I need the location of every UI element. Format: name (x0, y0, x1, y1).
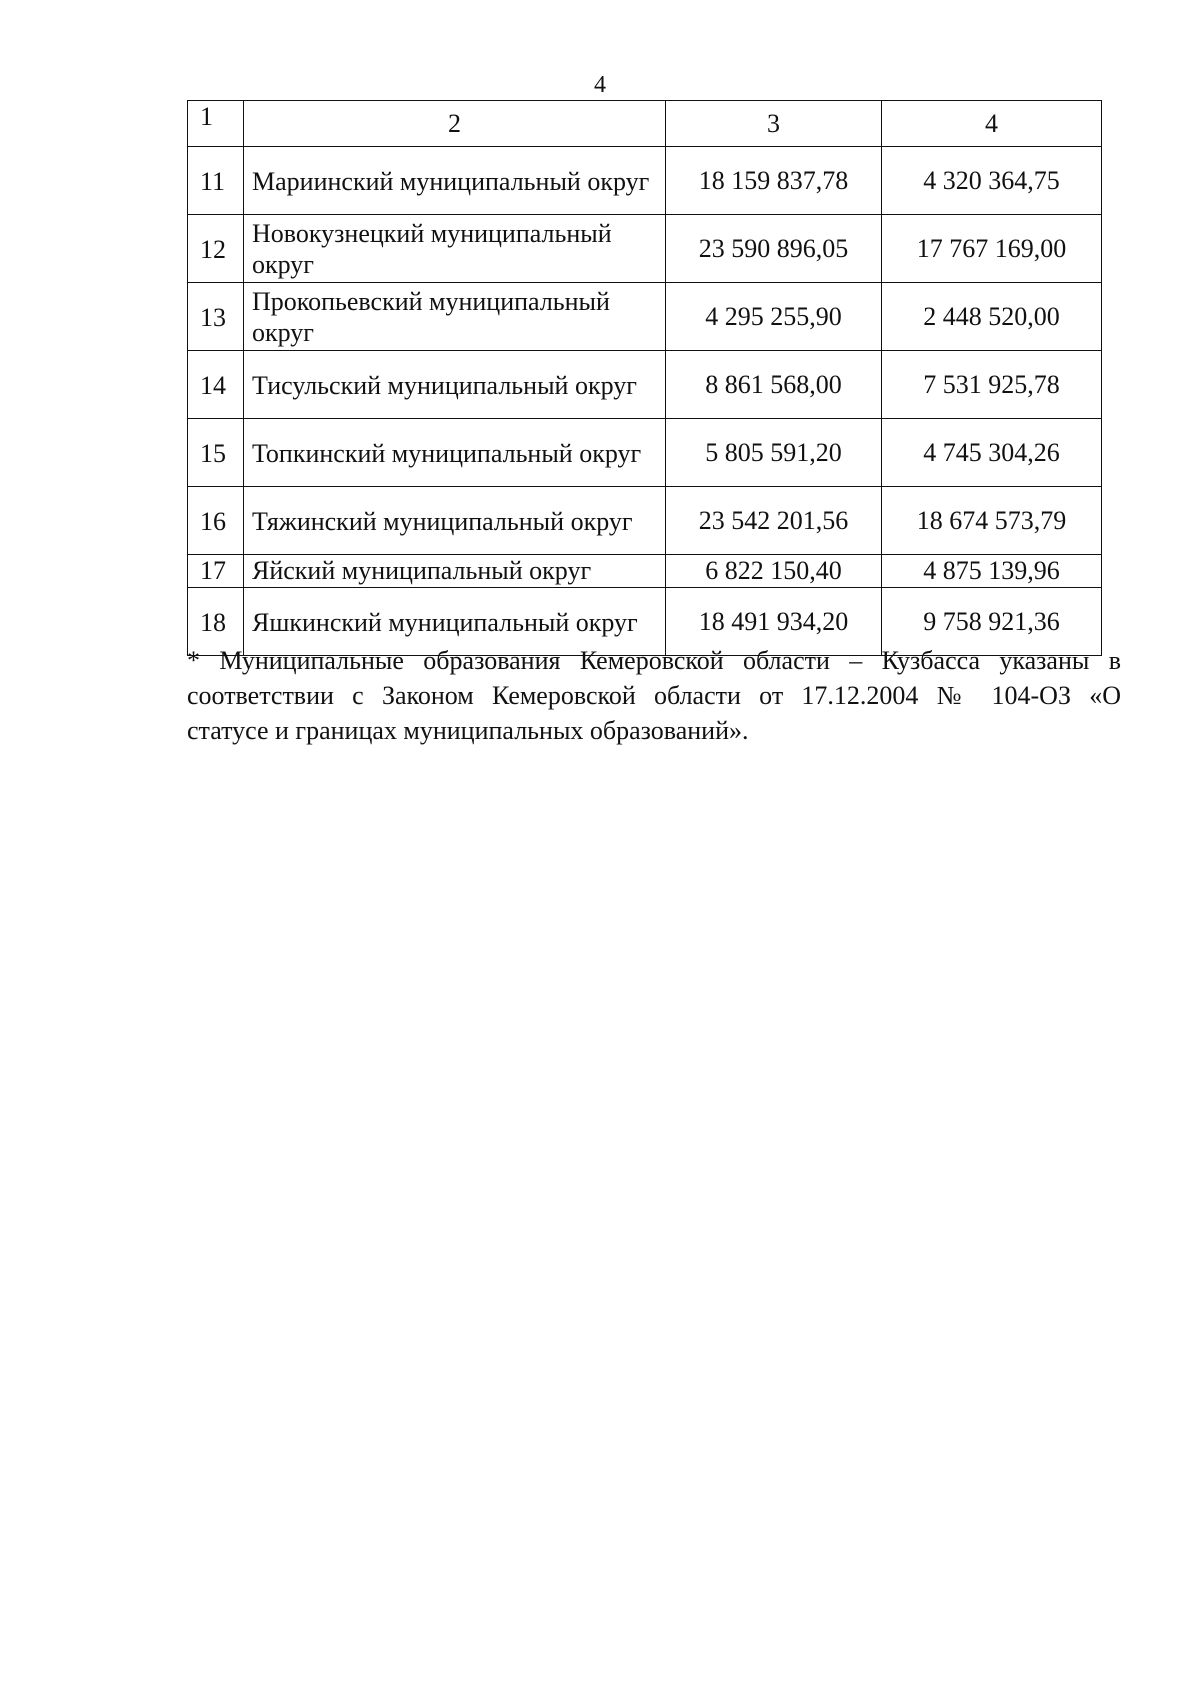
municipality-name: Новокузнецкий муниципальный округ (244, 215, 666, 283)
value-col4: 4 875 139,96 (882, 555, 1102, 588)
municipality-name: Прокопьевский муниципальный округ (244, 283, 666, 351)
municipality-name: Тяжинский муниципальный округ (244, 487, 666, 555)
row-number: 17 (188, 555, 244, 588)
value-col4: 2 448 520,00 (882, 283, 1102, 351)
value-col4: 4 320 364,75 (882, 147, 1102, 215)
municipality-name: Тисульский муниципальный округ (244, 351, 666, 419)
row-number: 12 (188, 215, 244, 283)
footnote-line-3: статусе и границах муниципальных образований». (187, 716, 749, 745)
table-row (188, 147, 1102, 215)
footnote (187, 643, 1121, 748)
header-cell-1: 1 (188, 101, 244, 147)
header-cell-2: 2 (244, 101, 666, 147)
table-row (188, 419, 1102, 487)
value-col4: 18 674 573,79 (882, 487, 1102, 555)
value-col3: 23 542 201,56 (666, 487, 882, 555)
value-col3: 8 861 568,00 (666, 351, 882, 419)
footnote-line-2: соответствии с Законом Кемеровской области от 17.12.2004 № 104-ОЗ «О (187, 681, 1121, 710)
value-col3: 18 491 934,20 (666, 588, 882, 656)
row-number: 13 (188, 283, 244, 351)
row-number: 18 (188, 588, 244, 656)
municipality-name: Топкинский муниципальный округ (244, 419, 666, 487)
value-col4: 9 758 921,36 (882, 588, 1102, 656)
value-col3: 4 295 255,90 (666, 283, 882, 351)
header-cell-3: 3 (666, 101, 882, 147)
header-cell-4: 4 (882, 101, 1102, 147)
value-col4: 7 531 925,78 (882, 351, 1102, 419)
value-col3: 5 805 591,20 (666, 419, 882, 487)
row-number: 14 (188, 351, 244, 419)
page-number: 4 (594, 72, 606, 98)
municipality-name: Яйский муниципальный округ (244, 555, 666, 588)
table-row (188, 283, 1102, 351)
table-row (188, 215, 1102, 283)
value-col3: 18 159 837,78 (666, 147, 882, 215)
table-row (188, 351, 1102, 419)
row-number: 16 (188, 487, 244, 555)
value-col4: 4 745 304,26 (882, 419, 1102, 487)
table-header-row (188, 101, 1102, 147)
table-row (188, 487, 1102, 555)
footnote-line-1: * Муниципальные образования Кемеровской области – Кузбасса указаны в (187, 646, 1121, 675)
municipality-name: Мариинский муниципальный округ (244, 147, 666, 215)
value-col3: 23 590 896,05 (666, 215, 882, 283)
row-number: 15 (188, 419, 244, 487)
table-row (188, 555, 1102, 588)
data-table (187, 100, 1102, 656)
municipality-name: Яшкинский муниципальный округ (244, 588, 666, 656)
value-col3: 6 822 150,40 (666, 555, 882, 588)
row-number: 11 (188, 147, 244, 215)
value-col4: 17 767 169,00 (882, 215, 1102, 283)
